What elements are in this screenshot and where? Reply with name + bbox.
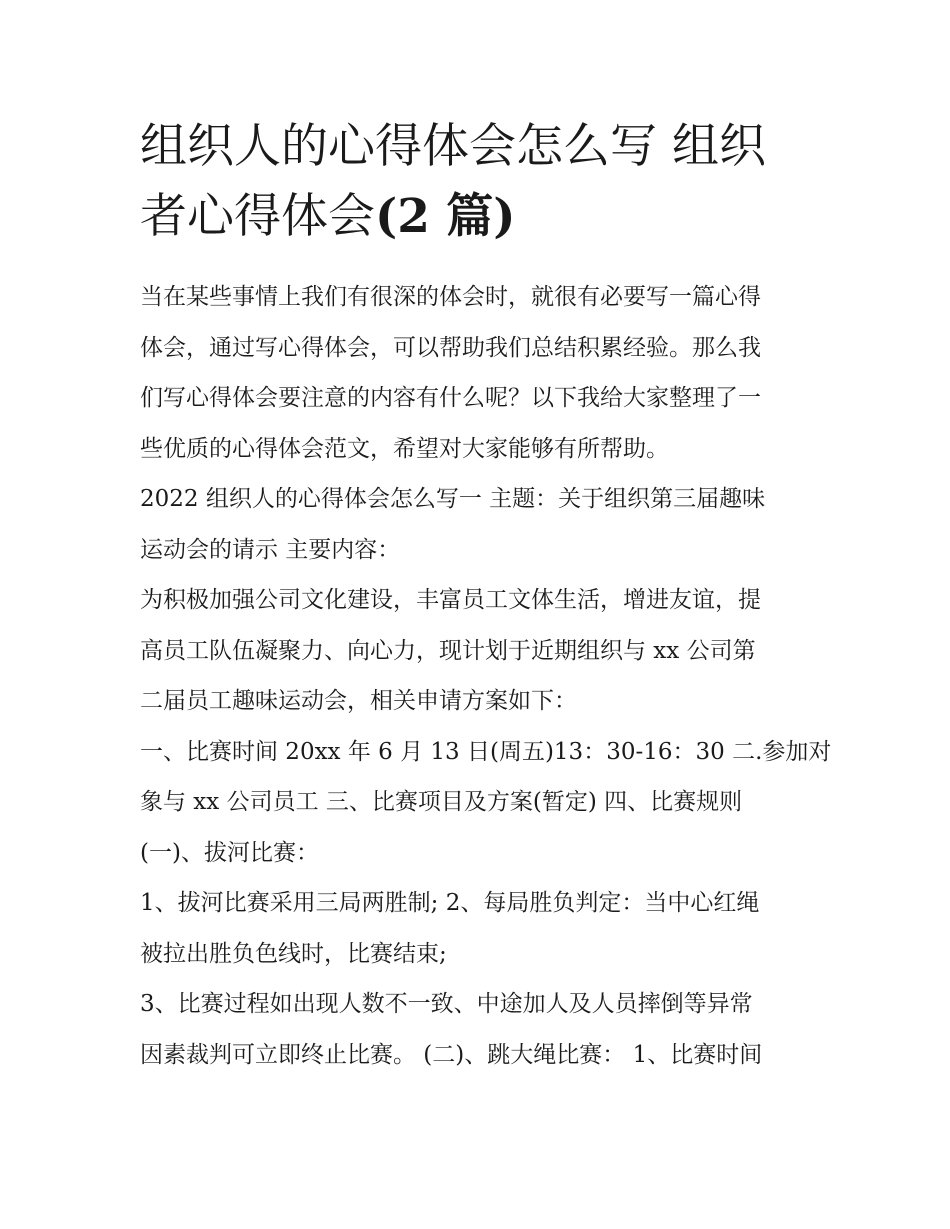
text-line: 3、比赛过程如出现人数不一致、中途加人及人员摔倒等异常: [140, 991, 753, 1017]
text-line: 运动会的请示 主要内容：: [140, 536, 401, 563]
title-count: (2 篇): [375, 189, 516, 244]
paragraph-tug-of-war-rules: [140, 878, 820, 979]
text-line: 2022 组织人的心得体会怎么写一 主题：关于组织第三届趣味: [140, 486, 766, 512]
paragraph-schedule: [140, 727, 832, 828]
title-line-2-text: 者心得体会: [140, 189, 375, 244]
text-line: 1、拔河比赛采用三局两胜制; 2、每局胜负判定：当中心红绳: [140, 890, 760, 916]
text-line: 为积极加强公司文化建设，丰富员工文体生活，增进友谊，提: [140, 587, 761, 613]
text-line: 高员工队伍凝聚力、向心力，现计划于近期组织与 xx 公司第: [140, 637, 756, 664]
text-line: 当在某些事情上我们有很深的体会时，就很有必要写一篇心得: [140, 284, 761, 310]
text-line: 们写心得体会要注意的内容有什么呢？以下我给大家整理了一: [140, 385, 761, 411]
document-page: [140, 112, 832, 1080]
text-line: (一)、拔河比赛：: [140, 839, 319, 866]
text-line: 体会，通过写心得体会，可以帮助我们总结积累经验。那么我: [140, 334, 761, 361]
text-line: 些优质的心得体会范文，希望对大家能够有所帮助。: [140, 435, 669, 462]
title-line-2: [140, 182, 820, 252]
paragraph-intro: [140, 272, 820, 474]
paragraph-subject: [140, 474, 820, 575]
document-body: [140, 272, 832, 1080]
title-line-1: 组织人的心得体会怎么写 组织: [140, 119, 766, 174]
text-line: 一、比赛时间 20xx 年 6 月 13 日(周五)13：30-16：30 二.参加对: [140, 738, 832, 765]
paragraph-exceptions: [140, 979, 820, 1080]
text-line: 象与 xx 公司员工 三、比赛项目及方案(暂定) 四、比赛规则: [140, 789, 743, 815]
text-line: 因素裁判可立即终止比赛。 (二)、跳大绳比赛： 1、比赛时间: [140, 1041, 763, 1068]
document-title: [140, 112, 820, 252]
text-line: 二届员工趣味运动会，相关申请方案如下：: [140, 688, 577, 714]
paragraph-purpose: [140, 575, 820, 727]
paragraph-tug-of-war-heading: [140, 828, 820, 879]
text-line: 被拉出胜负色线时，比赛结束;: [140, 940, 447, 967]
